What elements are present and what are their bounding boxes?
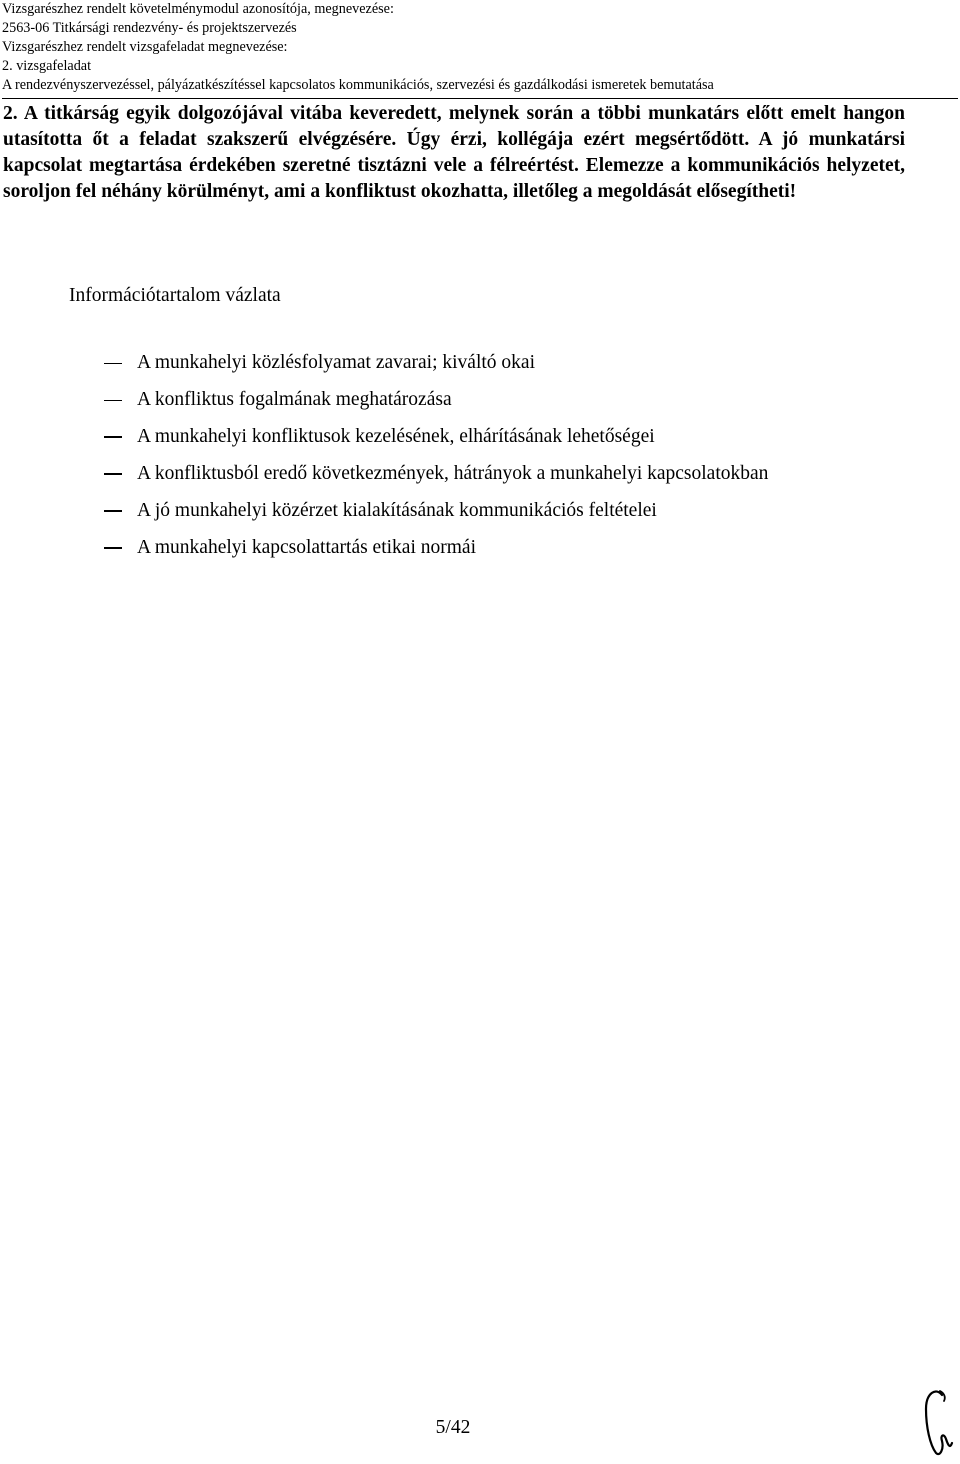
outline-item-text: A munkahelyi kapcsolattartás etikai normái bbox=[137, 536, 476, 558]
outline-item-text: A konfliktusból eredő következmények, hátrányok a munkahelyi kapcsolatokban bbox=[137, 463, 769, 485]
header-module-label: Vizsgarészhez rendelt követelménymodul azonosítója, megnevezése: bbox=[2, 1, 394, 17]
outline-item bbox=[104, 419, 768, 456]
outline-item-text: A munkahelyi közlésfolyamat zavarai; kiváltó okai bbox=[137, 352, 535, 374]
dash-bullet-icon bbox=[104, 400, 122, 402]
outline-item bbox=[104, 345, 768, 382]
page-number: 5/42 bbox=[435, 1417, 471, 1438]
outline-item-text: A konfliktus fogalmának meghatározása bbox=[137, 389, 452, 411]
signature-icon bbox=[918, 1383, 954, 1464]
dash-bullet-icon bbox=[104, 363, 122, 365]
dash-bullet-icon bbox=[104, 547, 122, 549]
outline-item bbox=[104, 382, 768, 419]
outline-item bbox=[104, 529, 768, 566]
header-task-name: A rendezvényszervezéssel, pályázatkészítéssel kapcsolatos kommunikációs, szervezési és gazdálkodási ismeretek bemutatása bbox=[2, 77, 714, 93]
outline-item bbox=[104, 456, 768, 493]
header-task-label: Vizsgarészhez rendelt vizsgafeladat megnevezése: bbox=[2, 39, 288, 55]
task-description: 2. A titkárság egyik dolgozójával vitába keveredett, melynek során a többi munkatárs előtt emelt hangon utasította őt a feladat szakszerű elvégzésére. Úgy érzi, kollégája ezért megsértődött. A jó munkatársi kapcsolat megtartása érdekében szeretné tisztázni vele a félreértést. Elemezze a kommunikációs helyzetet, soroljon fel néhány körülményt, ami a konfliktust okozhatta, illetőleg a megoldását elősegítheti! bbox=[3, 103, 905, 202]
outline-item bbox=[104, 493, 768, 530]
dash-bullet-icon bbox=[104, 436, 122, 438]
outline-list bbox=[104, 345, 768, 566]
outline-title: Információtartalom vázlata bbox=[69, 285, 281, 306]
header-task-number: 2. vizsgafeladat bbox=[2, 58, 92, 74]
header-module-name: 2563-06 Titkársági rendezvény- és projektszervezés bbox=[2, 20, 297, 36]
outline-item-text: A jó munkahelyi közérzet kialakításának kommunikációs feltételei bbox=[137, 500, 657, 521]
dash-bullet-icon bbox=[104, 510, 122, 512]
dash-bullet-icon bbox=[104, 473, 122, 475]
page-header bbox=[2, 0, 958, 99]
outline-item-text: A munkahelyi konfliktusok kezelésének, elhárításának lehetőségei bbox=[137, 426, 655, 448]
